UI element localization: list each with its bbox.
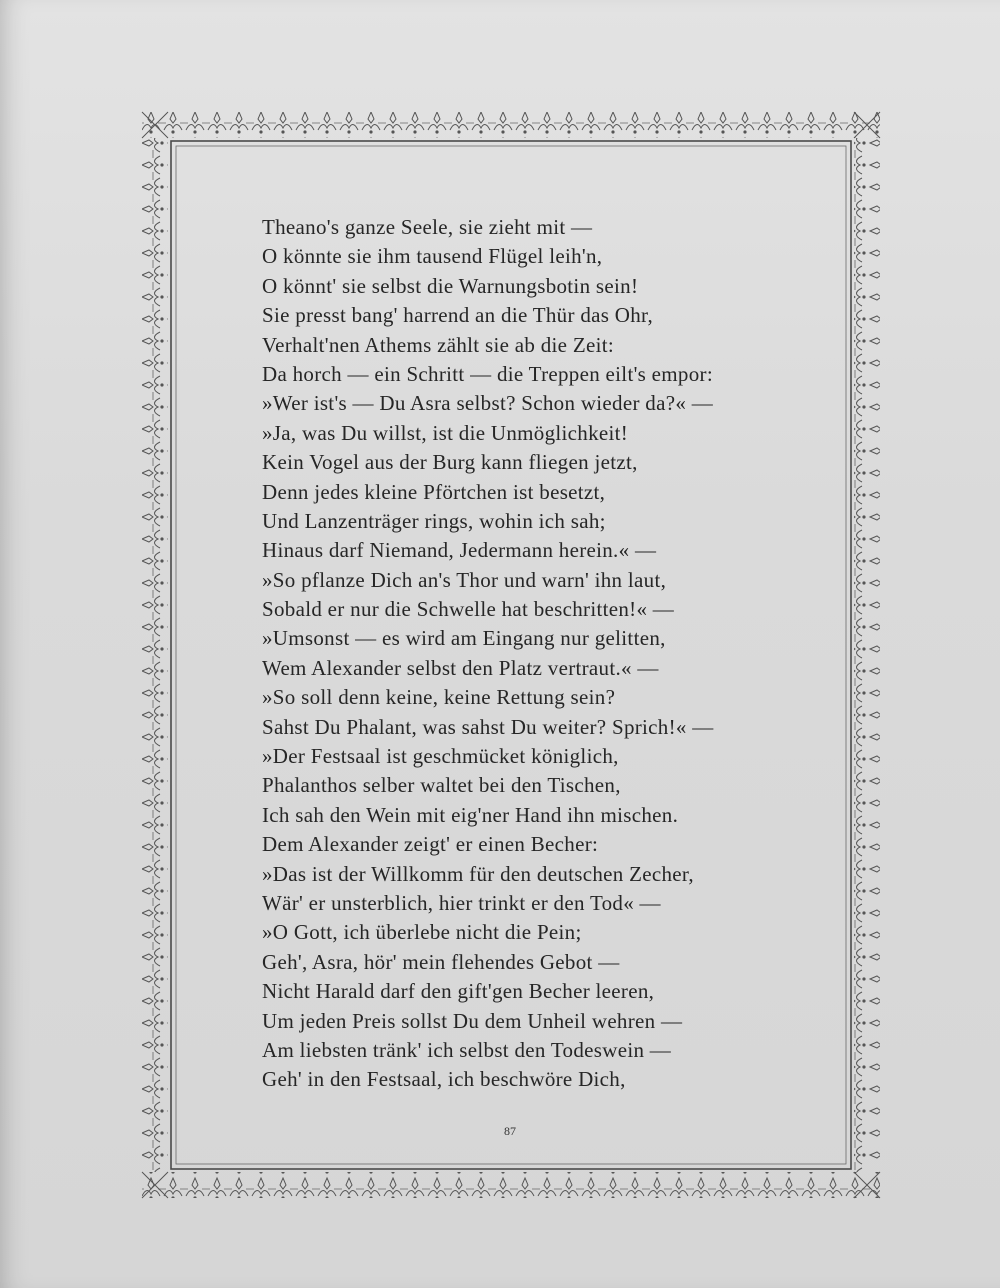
- poem-line: »Der Festsaal ist geschmücket königlich,: [262, 744, 619, 769]
- poem-line: Geh', Asra, hör' mein flehendes Gebot —: [262, 949, 620, 974]
- poem-line: Sahst Du Phalant, was sahst Du weiter? Sprich!« —: [262, 714, 714, 739]
- poem-line: »Wer ist's — Du Asra selbst? Schon wieder da?« —: [262, 391, 713, 416]
- poem-line: Verhalt'nen Athems zählt sie ab die Zeit:: [262, 332, 614, 357]
- poem-line: »O Gott, ich überlebe nicht die Pein;: [262, 920, 582, 945]
- poem-line: Sie presst bang' harrend an die Thür das Ohr,: [262, 303, 654, 328]
- poem-line: »Umsonst — es wird am Eingang nur gelitten,: [262, 626, 666, 651]
- poem-line: Kein Vogel aus der Burg kann fliegen jetzt,: [262, 450, 638, 475]
- poem-line: Wär' er unsterblich, hier trinkt er den Tod« —: [262, 890, 661, 915]
- poem-text: [262, 213, 822, 1095]
- page-number: 87: [504, 1124, 516, 1138]
- poem-line: Hinaus darf Niemand, Jedermann herein.« —: [262, 538, 657, 563]
- poem-line: O könnt' sie selbst die Warnungsbotin sein!: [262, 273, 639, 298]
- poem-line: »So soll denn keine, keine Rettung sein?: [262, 685, 616, 710]
- poem-line: Denn jedes kleine Pförtchen ist besetzt,: [262, 479, 606, 504]
- poem-line: Und Lanzenträger rings, wohin ich sah;: [262, 508, 606, 533]
- poem-line: Am liebsten tränk' ich selbst den Todeswein —: [262, 1037, 672, 1062]
- poem-line: Geh' in den Festsaal, ich beschwöre Dich,: [262, 1067, 626, 1092]
- poem-line: Dem Alexander zeigt' er einen Becher:: [262, 832, 599, 857]
- poem-line: Theano's ganze Seele, sie zieht mit —: [262, 215, 593, 239]
- poem-line: Da horch — ein Schritt — die Treppen eilt's empor:: [262, 361, 713, 386]
- poem-line: Phalanthos selber waltet bei den Tischen,: [262, 773, 621, 798]
- poem-line: Nicht Harald darf den gift'gen Becher leeren,: [262, 979, 655, 1004]
- poem-line: Ich sah den Wein mit eig'ner Hand ihn mischen.: [262, 802, 679, 827]
- poem-line: Um jeden Preis sollst Du dem Unheil wehren —: [262, 1008, 683, 1033]
- poem-line: »Ja, was Du willst, ist die Unmöglichkeit!: [262, 420, 629, 445]
- poem-line: Sobald er nur die Schwelle hat beschritten!« —: [262, 597, 675, 622]
- poem-line: »Das ist der Willkomm für den deutschen Zecher,: [262, 861, 694, 886]
- poem-line: O könnte sie ihm tausend Flügel leih'n,: [262, 244, 603, 269]
- poem-line: »So pflanze Dich an's Thor und warn' ihn laut,: [262, 567, 667, 592]
- poem-line: Wem Alexander selbst den Platz vertraut.« —: [262, 655, 659, 680]
